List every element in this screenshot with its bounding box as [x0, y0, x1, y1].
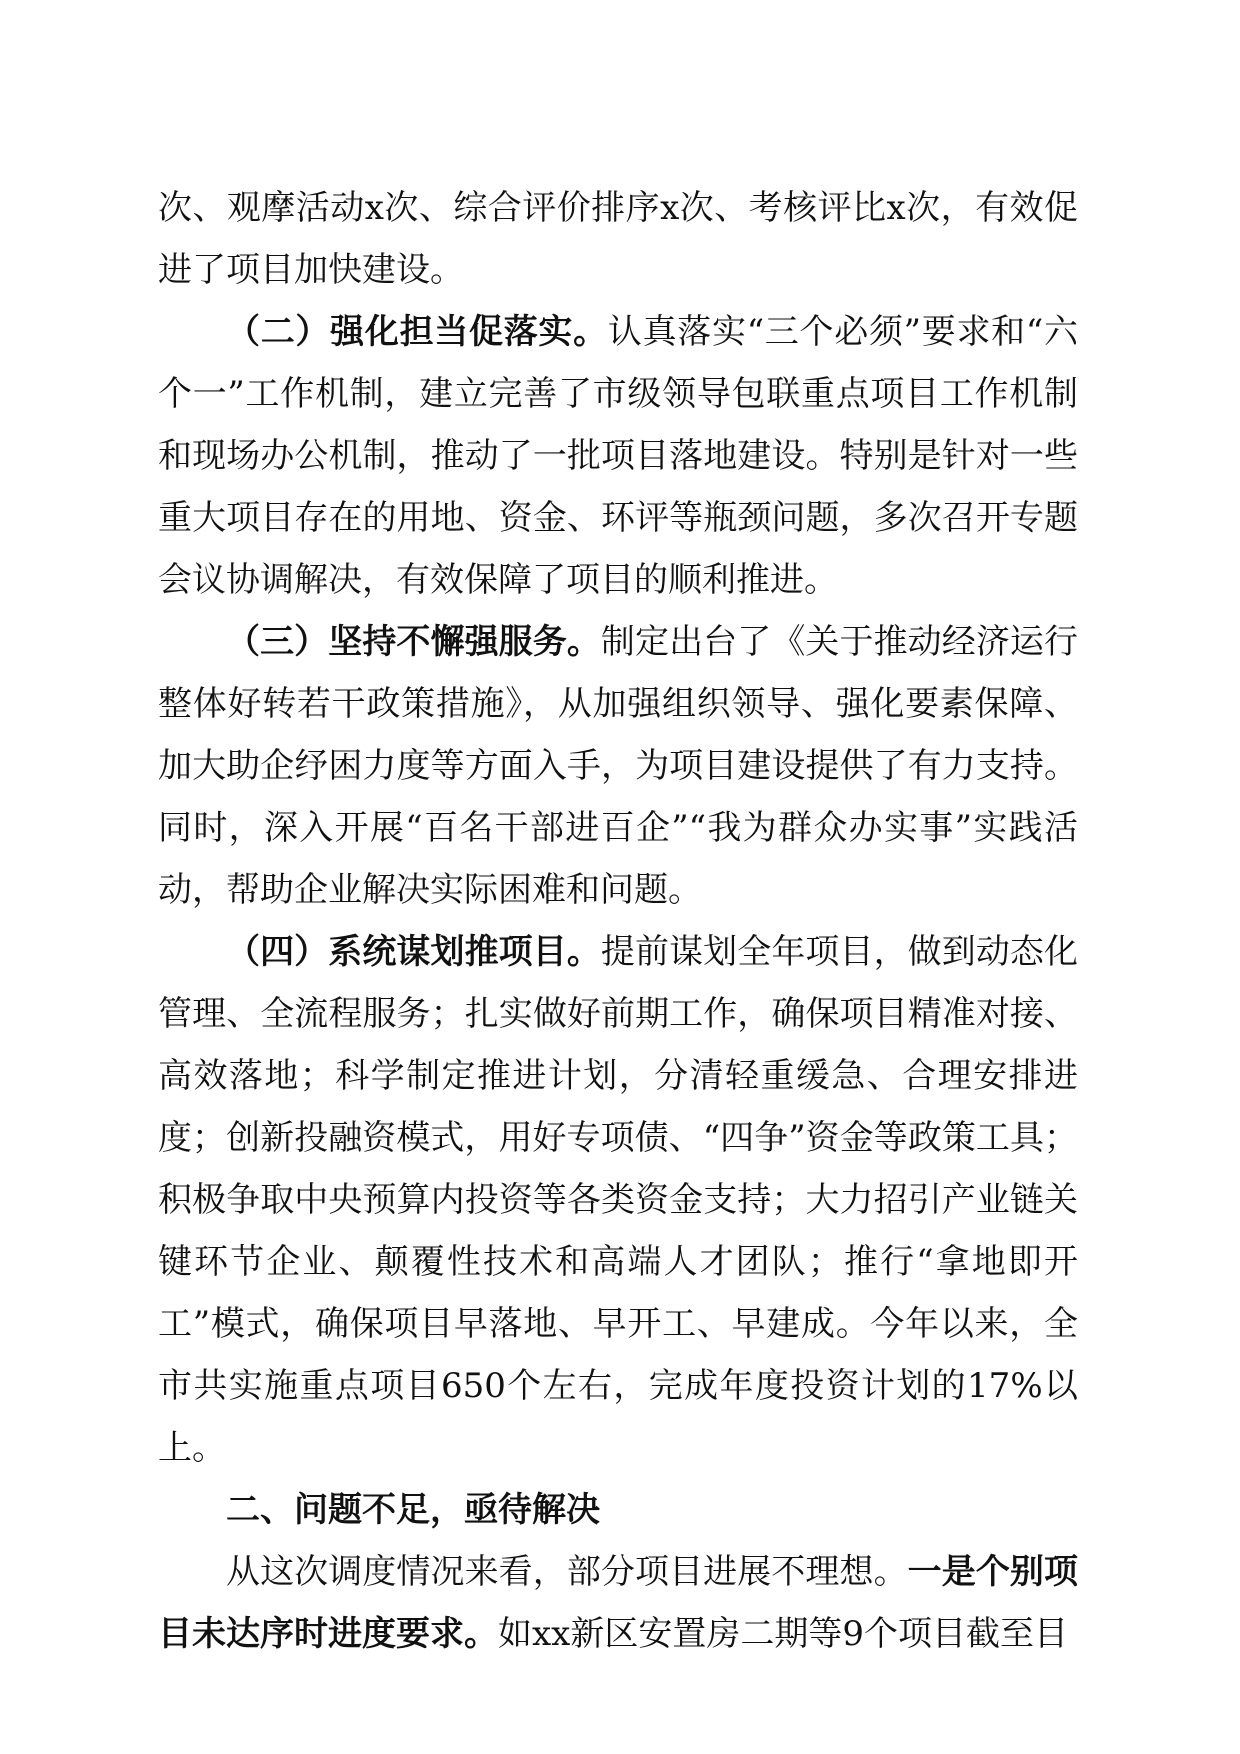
- paragraph-text: 制定出台了《关于推动经济运行整体好转若干政策措施》，从加强组织领导、强化要素保障、加大助企纾困力度等方面入手，为项目建设提供了有力支持。同时，深入开展“百名干部进百企”“我为群众办实事”实践活动，帮助企业解决实际困难和问题。: [158, 622, 1079, 910]
- paragraph-strengthen-service: [158, 611, 1078, 921]
- paragraph-text: 如xx新区安置房二期等9个项目截至目: [498, 1614, 1068, 1654]
- paragraph-text: 从这次调度情况来看，部分项目进展不理想。: [226, 1552, 908, 1592]
- paragraph-lead: 一是个别项目未达序时进度要求。: [158, 1552, 1079, 1654]
- paragraph-text: 提前谋划全年项目，做到动态化管理、全流程服务；扎实做好前期工作，确保项目精准对接、高效落地；科学制定推进计划，分清轻重缓急、合理安排进度；创新投融资模式，用好专项债、“四争”资金等政策工具；积极争取中央预算内投资等各类资金支持；大力招引产业链关键环节企业、颠覆性技术和高端人才团队；推行“拿地即开工”模式，确保项目早落地、早开工、早建成。今年以来，全市共实施重点项目650个左右，完成年度投资计划的17%以上。: [158, 932, 1079, 1468]
- paragraph-problems: [158, 1541, 1078, 1665]
- paragraph-lead: （三）坚持不懈强服务。: [226, 622, 601, 662]
- paragraph-lead: （二）强化担当促落实。: [226, 312, 608, 352]
- paragraph-continuation: [158, 177, 1078, 301]
- document-body: [158, 177, 1078, 1665]
- section-heading-problems: 二、问题不足，亟待解决: [226, 1490, 600, 1530]
- paragraph-text: 认真落实“三个必须”要求和“六个一”工作机制，建立完善了市级领导包联重点项目工作机制和现场办公机制，推动了一批项目落地建设。特别是针对一些重大项目存在的用地、资金、环评等瓶颈问题，多次召开专题会议协调解决，有效保障了项目的顺利推进。: [158, 312, 1078, 600]
- paragraph-lead: （四）系统谋划推项目。: [226, 932, 601, 972]
- paragraph-text: 次、观摩活动x次、综合评价排序x次、考核评比x次，有效促进了项目加快建设。: [158, 188, 1078, 290]
- paragraph-strengthen-responsibility: [158, 301, 1078, 611]
- paragraph-plan-projects: [158, 921, 1078, 1479]
